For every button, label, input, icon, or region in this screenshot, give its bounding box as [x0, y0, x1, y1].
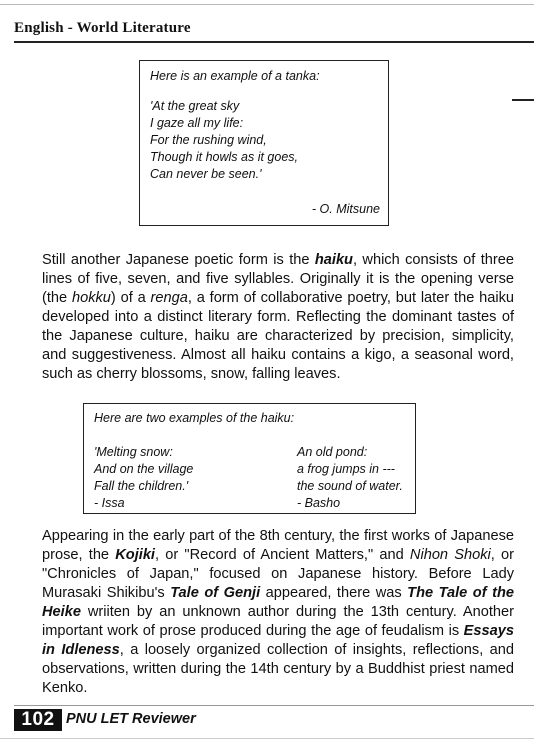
- haiku-line: An old pond:: [297, 445, 368, 459]
- haiku-issa: [94, 444, 193, 512]
- tanka-line: For the rushing wind,: [150, 133, 267, 147]
- title-nihon-shoki: Nihon Shoki: [409, 547, 491, 563]
- text-run: , or "Record of Ancient Matters," and: [154, 547, 410, 563]
- footer-rule: [14, 705, 534, 706]
- term-haiku: haiku: [314, 252, 353, 268]
- text-run: , which consists of three lines of five, seven, and five syllables. Originally it is the opening verse (the: [42, 252, 514, 306]
- haiku-paragraph: [42, 251, 514, 384]
- term-renga: renga: [150, 290, 188, 306]
- haiku-line: a frog jumps in ---: [297, 462, 395, 476]
- tanka-line: Can never be seen.': [150, 167, 262, 181]
- haiku-line: Fall the children.': [94, 479, 189, 493]
- haiku-example-box: [83, 403, 416, 514]
- haiku-box-heading: Here are two examples of the haiku:: [94, 411, 295, 425]
- haiku-line: 'Melting snow:: [94, 445, 173, 459]
- haiku-line: And on the village: [94, 462, 194, 476]
- text-run: , a loosely organized collection of insights, reflections, and observations, written during the 14th century by a Buddhist priest named Kenko.: [42, 642, 514, 696]
- top-edge-rule: [0, 4, 534, 5]
- tanka-line: I gaze all my life:: [150, 116, 244, 130]
- title-tale-of-genji: Tale of Genji: [170, 585, 261, 601]
- haiku-line: the sound of water.: [297, 479, 403, 493]
- header-rule: [14, 41, 534, 43]
- text-run: Appearing in the early part of the 8th century, the first works of Japanese prose, the: [42, 528, 514, 563]
- text-run: Still another Japanese poetic form is the: [42, 252, 315, 268]
- tanka-example-box: [139, 60, 389, 226]
- haiku-basho: [297, 444, 403, 512]
- text-run: appeared, there was: [260, 585, 408, 601]
- tanka-line: Though it howls as it goes,: [150, 150, 298, 164]
- page-number-badge: 102: [14, 709, 62, 731]
- margin-mark: [512, 99, 534, 101]
- haiku-attribution: - Issa: [94, 496, 125, 510]
- haiku-attribution: - Basho: [297, 496, 341, 510]
- tanka-box-heading: Here is an example of a tanka:: [150, 69, 320, 83]
- title-essays-in-idleness: Essays in Idleness: [42, 623, 514, 658]
- title-kojiki: Kojiki: [115, 547, 155, 563]
- prose-paragraph: [42, 527, 514, 698]
- running-header: English - World Literature: [14, 20, 191, 36]
- text-run: , or "Chronicles of Japan," focused on Japanese history. Before Lady Murasaki Shikibu's: [42, 547, 514, 601]
- text-run: ) of a: [110, 290, 151, 306]
- bottom-edge-rule: [0, 738, 534, 739]
- title-tale-of-the-heike: The Tale of the Heike: [42, 585, 514, 620]
- footer-title: PNU LET Reviewer: [66, 711, 196, 727]
- tanka-line: 'At the great sky: [150, 99, 240, 113]
- text-run: wriiten by an unknown author during the 13th century. Another important work of prose produced during the age of feudalism is: [42, 604, 514, 639]
- tanka-attribution: - O. Mitsune: [311, 202, 380, 216]
- text-run: , a form of collaborative poetry, but later the haiku developed into a distinct literary form. Reflecting the dominant tastes of the Japanese culture, haiku are characterized by precision, simplicity, and suggestiveness. Almost all haiku contains a kigo, a seasonal word, such as cherry blossoms, snow, falling leaves.: [42, 290, 515, 382]
- term-hokku: hokku: [71, 290, 111, 306]
